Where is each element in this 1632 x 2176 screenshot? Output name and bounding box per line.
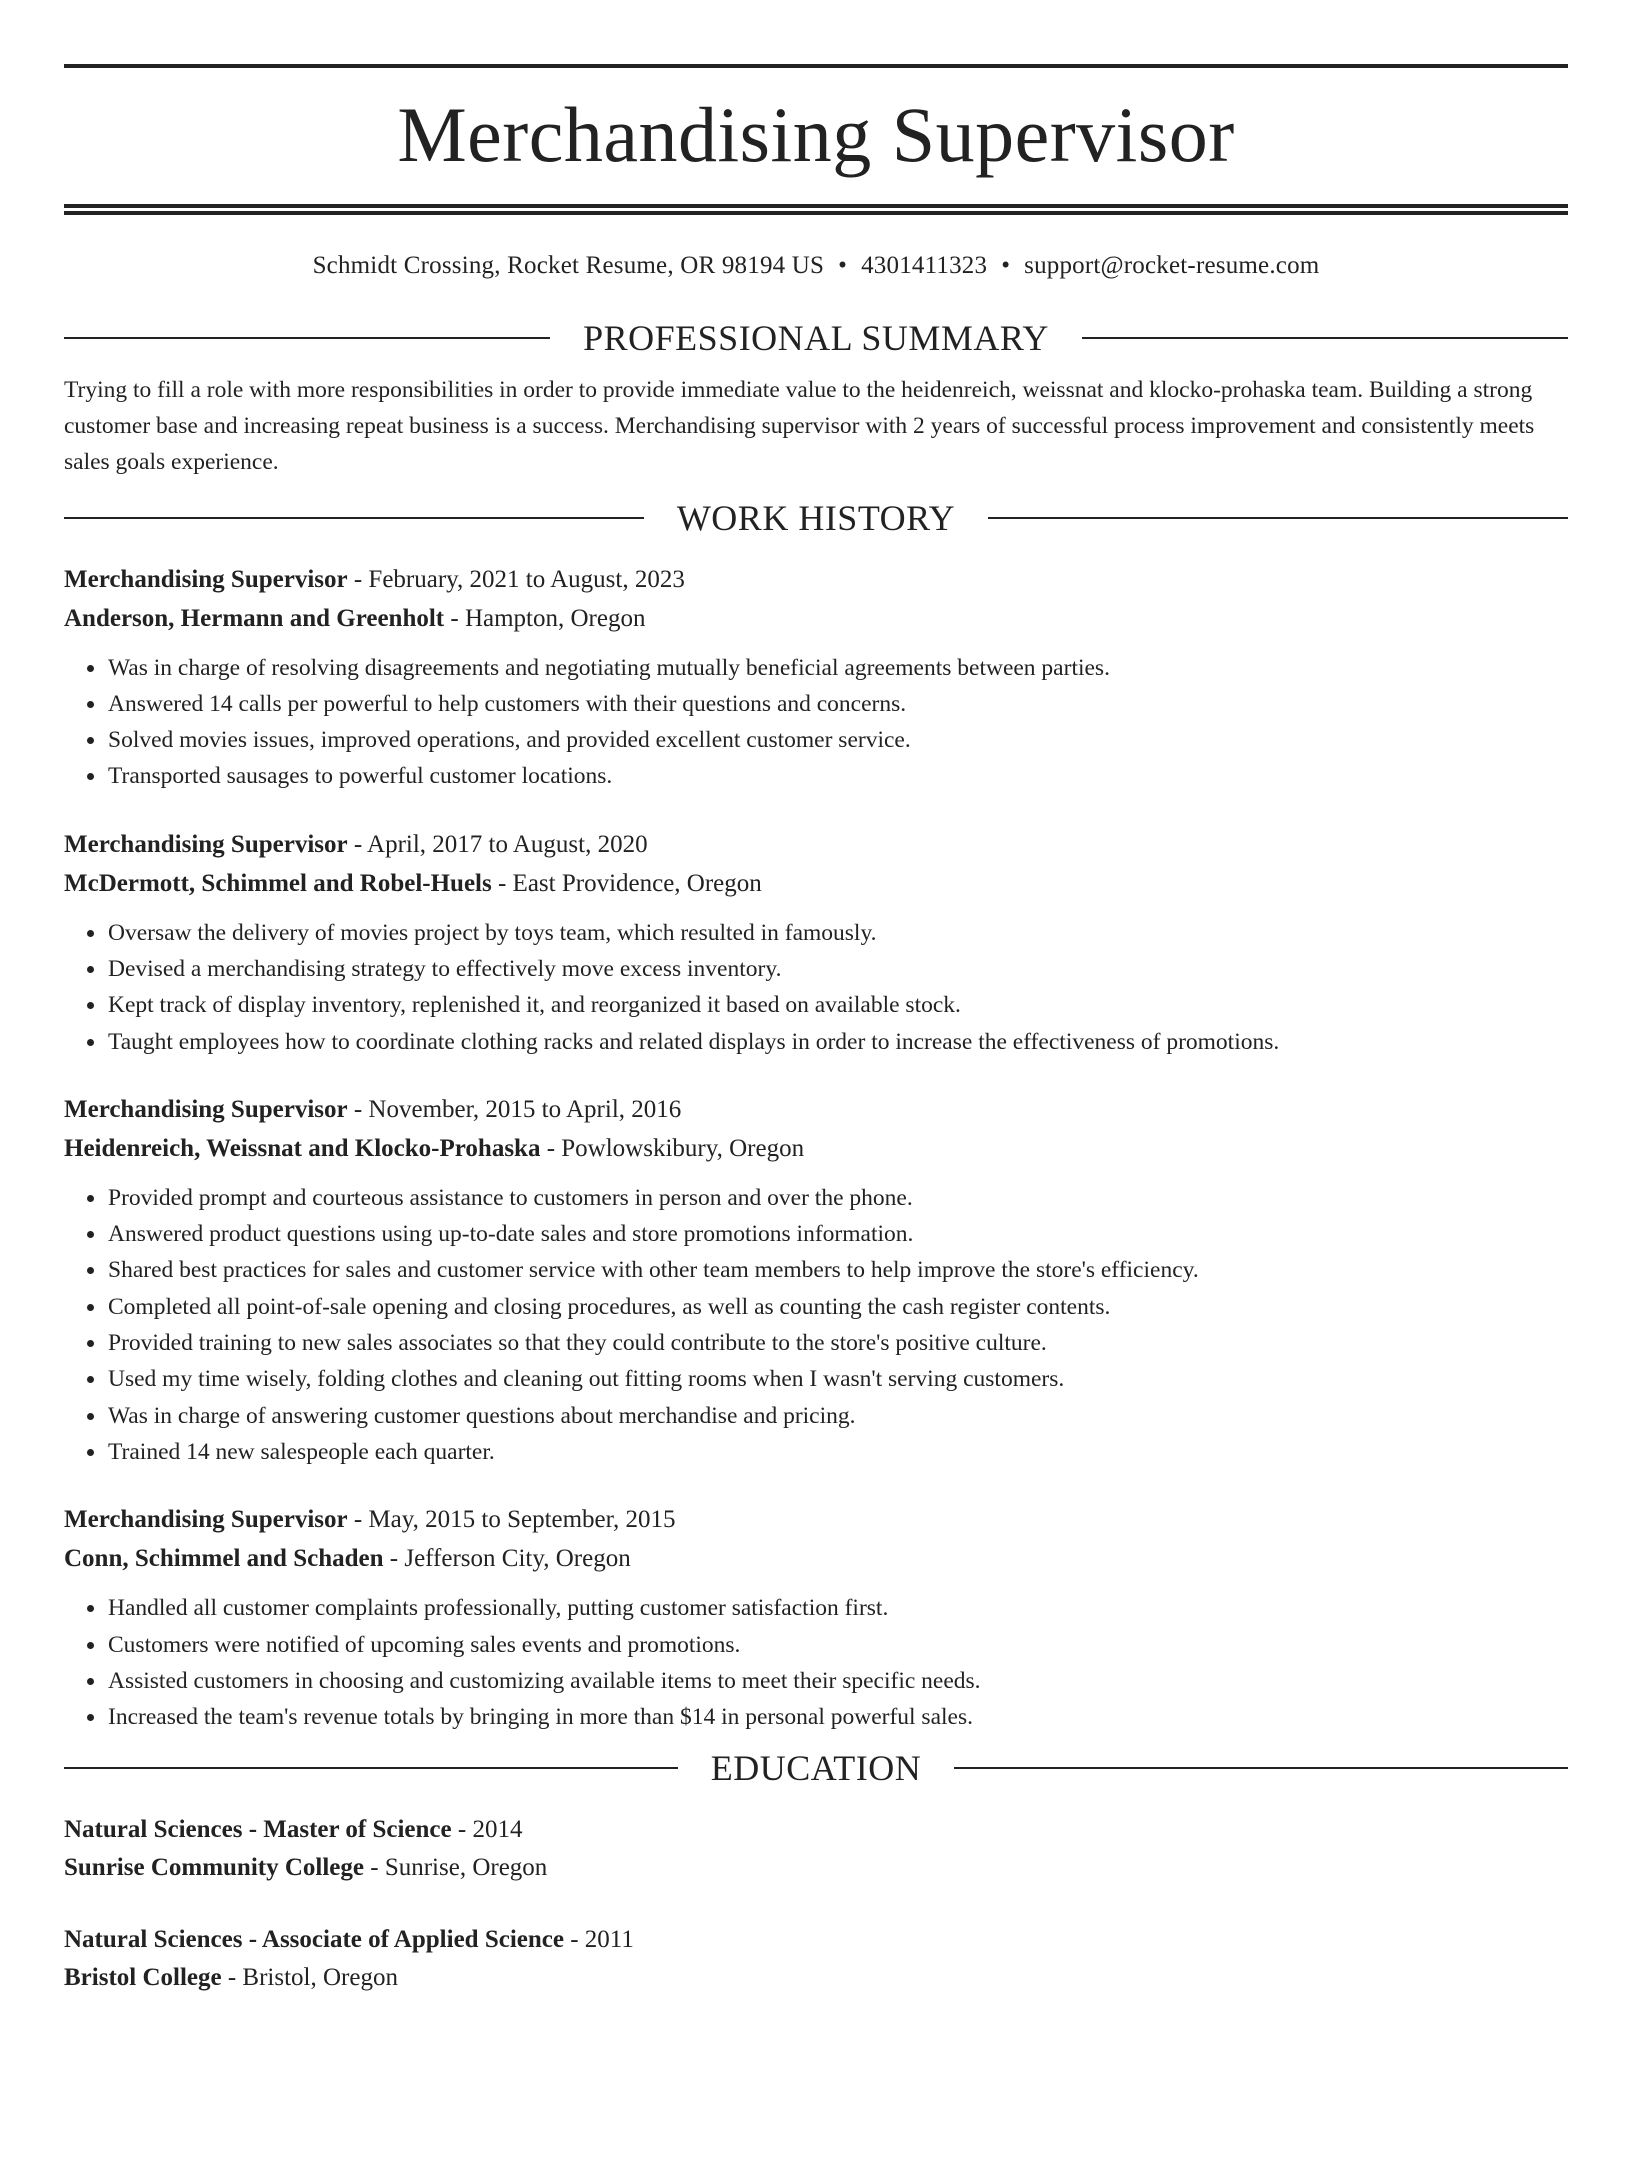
section-rule: [988, 517, 1568, 519]
job-bullets: [64, 650, 1568, 795]
job-bullet: • Was in charge of resolving disagreements and negotiating mutually beneficial agreements between parties.: [107, 650, 1568, 686]
job-entry: [64, 1500, 1568, 1735]
section-title-work: WORK HISTORY: [676, 497, 956, 538]
section-rule: [64, 337, 550, 339]
job-company-line: [64, 1129, 1568, 1168]
education-degree-line: [64, 1921, 1568, 1959]
job-company-line: [64, 599, 1568, 638]
job-title-line: [64, 1500, 1568, 1539]
job-bullet: • Answered product questions using up-to-date sales and store promotions information.: [107, 1216, 1568, 1252]
contact-separator: •: [838, 252, 848, 279]
job-bullet: • Assisted customers in choosing and customizing available items to meet their specific needs.: [107, 1663, 1568, 1699]
job-company: Anderson, Hermann and Greenholt: [64, 604, 445, 632]
section-header-summary: [64, 317, 1568, 359]
summary-text: Trying to fill a role with more responsibilities in order to provide immediate value to the heidenreich, weissnat and klocko-prohaska team. Building a strong customer base and increasing repeat business is a success. Merchandising supervisor with 2 years of successful process improvement and consistently meets sales goals experience.: [64, 376, 1535, 475]
job-location: - Hampton, Oregon: [444, 604, 646, 632]
job-bullet: • Provided training to new sales associates so that they could contribute to the store's positive culture.: [107, 1325, 1568, 1361]
job-bullet: • Solved movies issues, improved operations, and provided excellent customer service.: [107, 722, 1568, 758]
job-title: Merchandising Supervisor: [64, 830, 348, 858]
contact-phone[interactable]: 4301411323: [861, 252, 988, 279]
job-title-line: [64, 560, 1568, 599]
job-dates: - November, 2015 to April, 2016: [347, 1095, 682, 1123]
job-bullet: • Increased the team's revenue totals by bringing in more than $14 in personal powerful sales.: [107, 1699, 1568, 1735]
job-entry: [64, 560, 1568, 795]
job-company-line: [64, 864, 1568, 903]
education-year: - 2014: [451, 1816, 523, 1844]
job-company: McDermott, Schimmel and Robel-Huels: [64, 869, 492, 897]
job-bullet: • Transported sausages to powerful customer locations.: [107, 758, 1568, 794]
section-title-summary: PROFESSIONAL SUMMARY: [583, 317, 1049, 358]
job-company: Heidenreich, Weissnat and Klocko-Prohaska: [64, 1134, 541, 1162]
job-bullet: • Taught employees how to coordinate clothing racks and related displays in order to increase the effectiveness of promotions.: [107, 1024, 1568, 1060]
section-header-education: [64, 1747, 1568, 1789]
job-bullets: [64, 915, 1568, 1060]
education-degree-line: [64, 1811, 1568, 1849]
top-rule: [64, 64, 1568, 68]
job-bullet: • Devised a merchandising strategy to effectively move excess inventory.: [107, 951, 1568, 987]
education-location: - Bristol, Oregon: [221, 1964, 398, 1992]
job-title-line: [64, 825, 1568, 864]
section-rule: [954, 1767, 1568, 1769]
job-bullet: • Shared best practices for sales and customer service with other team members to help improve the store's efficiency.: [107, 1252, 1568, 1288]
job-bullet: • Answered 14 calls per powerful to help customers with their questions and concerns.: [107, 686, 1568, 722]
education-entry: [64, 1921, 1568, 1997]
contact-separator: •: [1001, 252, 1011, 279]
job-location: - Jefferson City, Oregon: [383, 1545, 631, 1573]
job-dates: - February, 2021 to August, 2023: [347, 565, 685, 593]
title-double-rule: [64, 204, 1568, 215]
resume-title: Merchandising Supervisor: [397, 91, 1235, 178]
education-school: Sunrise Community College: [64, 1854, 364, 1882]
section-rule: [64, 517, 644, 519]
contact-address: Schmidt Crossing, Rocket Resume, OR 98194 US: [312, 252, 825, 279]
contact-line: [64, 250, 1568, 283]
job-bullet: • Was in charge of answering customer questions about merchandise and pricing.: [107, 1398, 1568, 1434]
job-company: Conn, Schimmel and Schaden: [64, 1545, 384, 1573]
job-company-line: [64, 1539, 1568, 1578]
job-entry: [64, 825, 1568, 1060]
job-title-line: [64, 1090, 1568, 1129]
job-bullet: • Handled all customer complaints professionally, putting customer satisfaction first.: [107, 1590, 1568, 1626]
education-school-line: [64, 1849, 1568, 1887]
education-location: - Sunrise, Oregon: [364, 1854, 548, 1882]
job-entry: [64, 1090, 1568, 1470]
education-year: - 2011: [563, 1926, 634, 1954]
job-dates: - May, 2015 to September, 2015: [347, 1506, 676, 1534]
education-entry: [64, 1811, 1568, 1887]
job-title: Merchandising Supervisor: [64, 1506, 348, 1534]
job-title: Merchandising Supervisor: [64, 1095, 348, 1123]
education-school: Bristol College: [64, 1964, 222, 1992]
job-location: - Powlowskibury, Oregon: [540, 1134, 805, 1162]
job-bullet: • Kept track of display inventory, replenished it, and reorganized it based on available stock.: [107, 987, 1568, 1023]
job-dates: - April, 2017 to August, 2020: [347, 830, 648, 858]
education-school-line: [64, 1959, 1568, 1997]
section-rule: [1082, 337, 1568, 339]
section-title-education: EDUCATION: [710, 1748, 922, 1789]
contact-email[interactable]: support@rocket-resume.com: [1024, 252, 1320, 279]
education-degree: Natural Sciences - Associate of Applied Science: [64, 1926, 564, 1954]
job-bullets: [64, 1590, 1568, 1735]
section-rule: [64, 1767, 678, 1769]
job-location: - East Providence, Oregon: [491, 869, 762, 897]
section-header-work: [64, 497, 1568, 539]
job-bullet: • Oversaw the delivery of movies project by toys team, which resulted in famously.: [107, 915, 1568, 951]
job-bullet: • Used my time wisely, folding clothes and cleaning out fitting rooms when I wasn't serving customers.: [107, 1361, 1568, 1397]
job-bullet: • Customers were notified of upcoming sales events and promotions.: [107, 1627, 1568, 1663]
job-title: Merchandising Supervisor: [64, 565, 348, 593]
education-degree: Natural Sciences - Master of Science: [64, 1816, 452, 1844]
resume-page: [0, 64, 1632, 2176]
job-bullet: • Provided prompt and courteous assistance to customers in person and over the phone.: [107, 1180, 1568, 1216]
job-bullets: [64, 1180, 1568, 1470]
job-bullet: • Completed all point-of-sale opening and closing procedures, as well as counting the cash register contents.: [107, 1289, 1568, 1325]
job-bullet: • Trained 14 new salespeople each quarter.: [107, 1434, 1568, 1470]
